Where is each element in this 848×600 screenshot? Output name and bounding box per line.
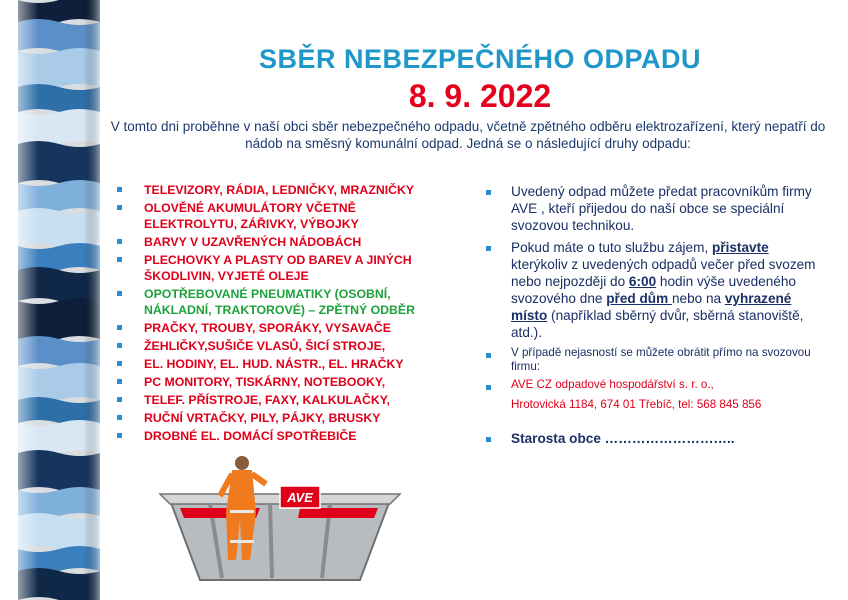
waste-list (115, 182, 445, 446)
bullet-icon (117, 257, 122, 262)
company-name: AVE CZ odpadové hospodářství s. r. o., (483, 378, 823, 392)
list-item: BARVY V UZAVŘENÝCH NÁDOBÁCH (115, 234, 445, 250)
mayor-signature-line: Starosta obce ……………………….. (483, 430, 848, 447)
bullet-icon (117, 325, 122, 330)
list-item: TELEF. PŘÍSTROJE, FAXY, KALKULAČKY, (115, 392, 445, 408)
list-item: OPOTŘEBOVANÉ PNEUMATIKY (OSOBNÍ, NÁKLADNÍ, TRAKTOROVÉ) – ZPĚTNÝ ODBĚR (115, 286, 445, 318)
bullet-icon (486, 246, 491, 251)
list-item: DROBNÉ EL. DOMÁCÍ SPOTŘEBIČE (115, 428, 445, 444)
bullet-icon (117, 205, 122, 210)
info-paragraph-ave: Uvedený odpad můžete předat pracovníkům firmy AVE , kteří přijedou do naší obce se speciální svozovou technikou. (483, 183, 823, 234)
bullet-icon (117, 433, 122, 438)
waste-container-illustration (150, 450, 410, 590)
intro-text: V tomto dni proběhne v naší obci sběr nebezpečného odpadu, včetně zpětného odběru elektrozařízení, který nepatří do nádob na směsný komunální odpad. Jedná se o následující druhy odpadu: (110, 119, 826, 151)
bullet-icon (486, 353, 491, 358)
info-paragraph-instructions: Pokud máte o tuto službu zájem, přistavte kterýkoliv z uvedených odpadů večer před svozem nebo nejpozději do 6:00 hodin výše uvedeného svozového dne před dům nebo na vyhrazené místo (například sběrný dvůr, sběrná stanoviště, atd.). (483, 239, 823, 341)
stripe-pattern (18, 0, 100, 600)
bullet-icon (486, 385, 491, 390)
list-item: RUČNÍ VRTAČKY, PILY, PÁJKY, BRUSKY (115, 410, 445, 426)
event-date: 8. 9. 2022 (408, 78, 552, 114)
info-paragraph-contact: V případě nejasností se můžete obrátit přímo na svozovou firmu: (483, 346, 823, 374)
logo-text: AVE (287, 490, 313, 505)
bullet-icon (117, 239, 122, 244)
bullet-icon (486, 190, 491, 195)
list-item: TELEVIZORY, RÁDIA, LEDNIČKY, MRAZNIČKY (115, 182, 445, 198)
bullet-icon (117, 379, 122, 384)
list-item: PC MONITORY, TISKÁRNY, NOTEBOOKY, (115, 374, 445, 390)
list-item: ŽEHLIČKY,SUŠIČE VLASŮ, ŠICÍ STROJE, (115, 338, 445, 354)
list-item: OLOVĚNÉ AKUMULÁTORY VČETNĚ ELEKTROLYTU, ZÁŘIVKY, VÝBOJKY (115, 200, 445, 232)
list-item: EL. HODINY, EL. HUD. NÁSTR., EL. HRAČKY (115, 356, 445, 372)
bullet-icon (117, 361, 122, 366)
list-item: PLECHOVKY A PLASTY OD BAREV A JINÝCH ŠKODLIVIN, VYJETÉ OLEJE (115, 252, 445, 284)
page-title: SBĚR NEBEZPEČNÉHO ODPADU (258, 44, 702, 74)
bullet-icon (117, 397, 122, 402)
bullet-icon (117, 187, 122, 192)
info-column (483, 183, 823, 417)
bullet-icon (117, 415, 122, 420)
bullet-icon (486, 437, 491, 442)
bullet-icon (117, 291, 122, 296)
container-picture (150, 450, 410, 590)
company-address: Hrotovická 1184, 674 01 Třebíč, tel: 568 845 856 (511, 398, 762, 411)
list-item: PRAČKY, TROUBY, SPORÁKY, VYSAVAČE (115, 320, 445, 336)
decorative-stripe (18, 0, 100, 600)
bullet-icon (117, 343, 122, 348)
